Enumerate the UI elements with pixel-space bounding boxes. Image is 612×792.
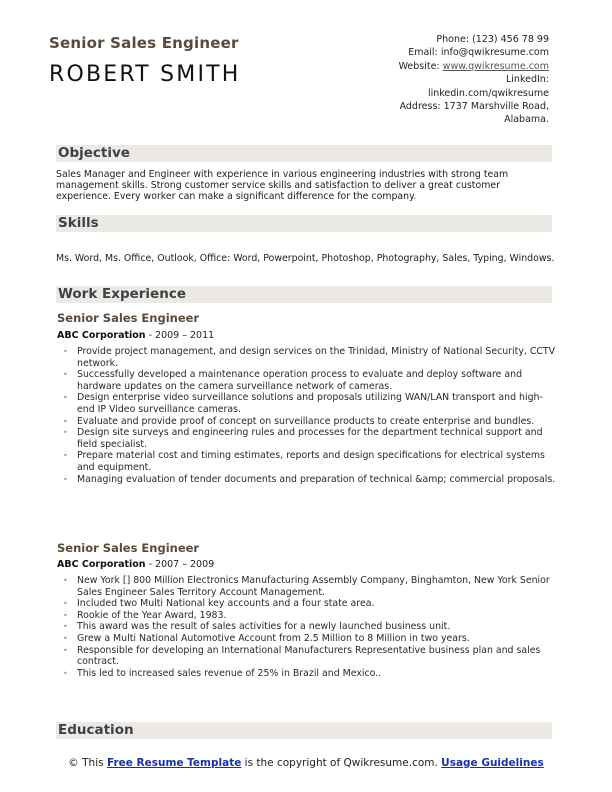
list-item: • Design enterprise video surveillance solutions and proposals utilizing WAN/LAN transport and high-end IP Video surveillance cameras.	[62, 392, 556, 415]
section-header-work-experience	[56, 286, 552, 303]
list-item: • Provide project management, and design services on the Trinidad, Ministry of National Security, CCTV network.	[62, 346, 556, 369]
objective-text: Sales Manager and Engineer with experience in various engineering industries with strong team management skills. Strong customer service skills and satisfaction to deliver a great customer experience. Every worker can make a significant difference for the company.	[56, 169, 509, 203]
job-company-line	[57, 330, 214, 341]
list-item: • New York [] 800 Million Electronics Manufacturing Assembly Company, Binghamton, New York Senior Sales Engineer Sales Territory Account Management.	[62, 575, 556, 598]
list-item: • Managing evaluation of tender documents and preparation of technical &amp; commercial proposals.	[62, 474, 556, 486]
address-label: Address:	[399, 101, 441, 113]
candidate-name: ROBERT SMITH	[49, 62, 241, 87]
contact-address	[319, 100, 549, 113]
job-title: Senior Sales Engineer	[49, 34, 239, 52]
list-item: • This led to increased sales revenue of 25% in Brazil and Mexico..	[62, 668, 556, 680]
section-title: Objective	[58, 145, 130, 161]
contact-linkedin-value: linkedin.com/qwikresume	[427, 87, 549, 99]
email-value: info@qwikresume.com	[440, 47, 549, 59]
section-header-objective	[56, 145, 552, 162]
section-header-education	[56, 722, 552, 739]
list-item: • Successfully developed a maintenance operation process to evaluate and deploy software and hardware updates on the camera surveillance network of cameras.	[62, 369, 556, 392]
contact-linkedin-label: LinkedIn:	[505, 74, 549, 86]
skills-text: Ms. Word, Ms. Office, Outlook, Office: Word, Powerpoint, Photoshop, Photography, Sales, Typing, Windows.	[56, 253, 555, 264]
resume-header	[0, 0, 612, 130]
company-name: ABC Corporation	[57, 559, 146, 570]
contact-address-line2: Alabama.	[504, 114, 549, 126]
job-dates: - 2009 – 2011	[145, 330, 215, 341]
address-line1: 1737 Marshville Road,	[443, 101, 549, 113]
section-title: Work Experience	[58, 286, 186, 302]
section-title: Skills	[58, 215, 99, 231]
usage-guidelines-link[interactable]: Usage Guidelines	[441, 757, 544, 769]
section-header-skills	[56, 215, 552, 232]
contact-block	[319, 33, 549, 127]
list-item: • Evaluate and provide proof of concept on surveillance products to create enterprise and bundles.	[62, 416, 556, 428]
contact-phone	[319, 33, 549, 46]
job-bullets	[62, 346, 556, 485]
job-role: Senior Sales Engineer	[57, 541, 200, 555]
list-item: • Design site surveys and engineering rules and processes for the department technical support and field specialist.	[62, 427, 556, 450]
list-item: • Included two Multi National key accounts and a four state area.	[62, 598, 556, 610]
job-dates: - 2007 – 2009	[145, 559, 215, 570]
list-item: • Grew a Multi National Automotive Account from 2.5 Million to 8 Million in two years.	[62, 633, 556, 645]
list-item: • Prepare material cost and timing estimates, reports and design specifications for electrical systems and equipment.	[62, 450, 556, 473]
list-item: • Rookie of the Year Award, 1983.	[62, 610, 556, 622]
job-company-line	[57, 559, 214, 570]
footer-prefix: © This	[68, 757, 107, 769]
list-item: • This award was the result of sales activities for a newly launched business unit.	[62, 621, 556, 633]
company-name: ABC Corporation	[57, 330, 146, 341]
footer-middle: is the copyright of Qwikresume.com.	[241, 757, 442, 769]
contact-email	[319, 46, 549, 59]
phone-value: (123) 456 78 99	[472, 34, 549, 45]
job-role: Senior Sales Engineer	[57, 311, 200, 325]
website-link[interactable]: www.qwikresume.com	[442, 60, 549, 72]
list-item: • Responsible for developing an International Manufacturers Representative business plan and sales contract.	[62, 645, 556, 668]
website-label: Website:	[398, 60, 440, 72]
contact-website	[319, 60, 549, 73]
free-resume-template-link[interactable]: Free Resume Template	[106, 757, 242, 769]
job-bullets	[62, 575, 556, 679]
phone-label: Phone:	[436, 34, 470, 45]
email-label: Email:	[408, 47, 438, 59]
section-title: Education	[58, 722, 134, 738]
copyright-footer	[56, 757, 556, 770]
